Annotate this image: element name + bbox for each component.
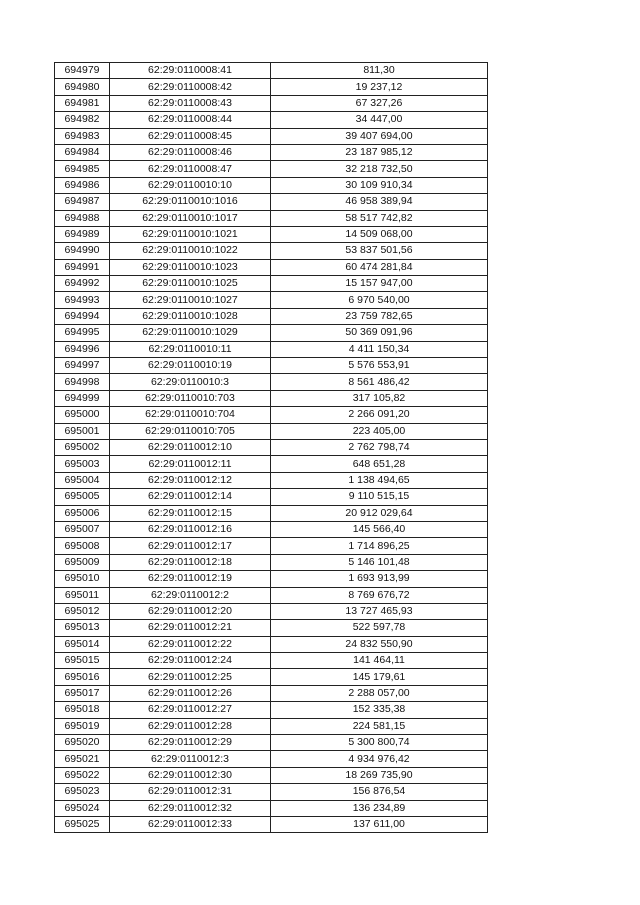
cadastral-value-cell: 811,30 [271,63,488,79]
row-number-cell: 694992 [55,276,110,292]
cadastral-value-cell: 58 517 742,82 [271,210,488,226]
table-row [55,702,488,718]
cadastral-value-cell: 20 912 029,64 [271,505,488,521]
cadastral-value-cell: 317 105,82 [271,390,488,406]
table-row [55,226,488,242]
cadastral-number-cell: 62:29:0110010:1021 [110,226,271,242]
row-number-cell: 695010 [55,571,110,587]
table-row [55,423,488,439]
cadastral-value-cell: 6 970 540,00 [271,292,488,308]
row-number-cell: 695011 [55,587,110,603]
cadastral-value-cell: 13 727 465,93 [271,603,488,619]
cadastral-number-cell: 62:29:0110012:17 [110,538,271,554]
cadastral-number-cell: 62:29:0110008:41 [110,63,271,79]
row-number-cell: 695006 [55,505,110,521]
cadastral-value-cell: 50 369 091,96 [271,325,488,341]
row-number-cell: 694999 [55,390,110,406]
row-number-cell: 694984 [55,144,110,160]
cadastral-value-cell: 136 234,89 [271,800,488,816]
cadastral-value-cell: 5 300 800,74 [271,735,488,751]
row-number-cell: 694986 [55,177,110,193]
cadastral-number-cell: 62:29:0110012:24 [110,653,271,669]
cadastral-number-cell: 62:29:0110008:46 [110,144,271,160]
cadastral-value-cell: 2 762 798,74 [271,439,488,455]
cadastral-number-cell: 62:29:0110012:3 [110,751,271,767]
row-number-cell: 694982 [55,112,110,128]
cadastral-value-cell: 23 187 985,12 [271,144,488,160]
cadastral-value-cell: 152 335,38 [271,702,488,718]
cadastral-value-cell: 223 405,00 [271,423,488,439]
row-number-cell: 694991 [55,259,110,275]
cadastral-value-cell: 18 269 735,90 [271,767,488,783]
row-number-cell: 695015 [55,653,110,669]
row-number-cell: 695020 [55,735,110,751]
cadastral-value-cell: 4 411 150,34 [271,341,488,357]
table-row [55,407,488,423]
row-number-cell: 695016 [55,669,110,685]
row-number-cell: 695003 [55,456,110,472]
cadastral-value-cell: 648 651,28 [271,456,488,472]
cadastral-value-cell: 67 327,26 [271,95,488,111]
cadastral-value-cell: 2 266 091,20 [271,407,488,423]
cadastral-number-cell: 62:29:0110010:1022 [110,243,271,259]
cadastral-value-cell: 2 288 057,00 [271,685,488,701]
cadastral-number-cell: 62:29:0110008:42 [110,79,271,95]
cadastral-value-cell: 8 561 486,42 [271,374,488,390]
cadastral-number-cell: 62:29:0110008:43 [110,95,271,111]
row-number-cell: 694990 [55,243,110,259]
row-number-cell: 695008 [55,538,110,554]
row-number-cell: 694993 [55,292,110,308]
row-number-cell: 694979 [55,63,110,79]
table-row [55,685,488,701]
cadastral-number-cell: 62:29:0110012:29 [110,735,271,751]
table-row [55,276,488,292]
table-row [55,751,488,767]
cadastral-number-cell: 62:29:0110012:19 [110,571,271,587]
cadastral-number-cell: 62:29:0110010:11 [110,341,271,357]
table-row [55,784,488,800]
cadastral-number-cell: 62:29:0110010:1017 [110,210,271,226]
table-row [55,210,488,226]
row-number-cell: 695023 [55,784,110,800]
cadastral-value-cell: 145 179,61 [271,669,488,685]
cadastral-number-cell: 62:29:0110010:1027 [110,292,271,308]
cadastral-value-cell: 23 759 782,65 [271,308,488,324]
table-row [55,636,488,652]
table-row [55,767,488,783]
cadastral-number-cell: 62:29:0110012:16 [110,521,271,537]
cadastral-number-cell: 62:29:0110012:30 [110,767,271,783]
table-row [55,358,488,374]
cadastral-number-cell: 62:29:0110012:31 [110,784,271,800]
cadastral-value-cell: 24 832 550,90 [271,636,488,652]
row-number-cell: 695007 [55,521,110,537]
row-number-cell: 695005 [55,489,110,505]
row-number-cell: 694997 [55,358,110,374]
table-row [55,112,488,128]
document-page [54,62,488,833]
cadastral-value-cell: 224 581,15 [271,718,488,734]
cadastral-number-cell: 62:29:0110012:12 [110,472,271,488]
cadastral-value-cell: 53 837 501,56 [271,243,488,259]
cadastral-number-cell: 62:29:0110012:11 [110,456,271,472]
table-row [55,390,488,406]
row-number-cell: 694981 [55,95,110,111]
table-row [55,128,488,144]
row-number-cell: 695004 [55,472,110,488]
row-number-cell: 695014 [55,636,110,652]
cadastral-value-cell: 39 407 694,00 [271,128,488,144]
table-row [55,177,488,193]
table-row [55,489,488,505]
cadastral-number-cell: 62:29:0110010:1023 [110,259,271,275]
table-row [55,505,488,521]
cadastral-value-cell: 15 157 947,00 [271,276,488,292]
table-row [55,161,488,177]
table-row [55,620,488,636]
cadastral-value-cell: 145 566,40 [271,521,488,537]
table-row [55,653,488,669]
row-number-cell: 695000 [55,407,110,423]
row-number-cell: 694983 [55,128,110,144]
cadastral-value-cell: 14 509 068,00 [271,226,488,242]
row-number-cell: 695022 [55,767,110,783]
cadastral-value-cell: 5 146 101,48 [271,554,488,570]
cadastral-value-cell: 1 138 494,65 [271,472,488,488]
cadastral-number-cell: 62:29:0110012:10 [110,439,271,455]
table-row [55,472,488,488]
row-number-cell: 695024 [55,800,110,816]
table-row [55,194,488,210]
cadastral-number-cell: 62:29:0110012:33 [110,816,271,832]
cadastral-number-cell: 62:29:0110010:3 [110,374,271,390]
table-row [55,144,488,160]
cadastral-number-cell: 62:29:0110012:2 [110,587,271,603]
row-number-cell: 694989 [55,226,110,242]
cadastral-number-cell: 62:29:0110010:1029 [110,325,271,341]
row-number-cell: 695021 [55,751,110,767]
row-number-cell: 694995 [55,325,110,341]
table-row [55,669,488,685]
table-row [55,554,488,570]
table-row [55,63,488,79]
table-row [55,79,488,95]
table-body [55,63,488,833]
cadastral-number-cell: 62:29:0110010:704 [110,407,271,423]
cadastral-number-cell: 62:29:0110012:18 [110,554,271,570]
table-row [55,243,488,259]
cadastral-number-cell: 62:29:0110010:19 [110,358,271,374]
cadastral-value-cell: 156 876,54 [271,784,488,800]
cadastral-value-cell: 46 958 389,94 [271,194,488,210]
cadastral-value-cell: 30 109 910,34 [271,177,488,193]
cadastral-number-cell: 62:29:0110012:27 [110,702,271,718]
table-row [55,259,488,275]
cadastral-number-cell: 62:29:0110010:705 [110,423,271,439]
cadastral-value-cell: 4 934 976,42 [271,751,488,767]
table-row [55,95,488,111]
cadastral-number-cell: 62:29:0110012:25 [110,669,271,685]
row-number-cell: 694998 [55,374,110,390]
cadastral-value-cell: 5 576 553,91 [271,358,488,374]
cadastral-number-cell: 62:29:0110012:21 [110,620,271,636]
cadastral-value-table [54,62,488,833]
table-row [55,718,488,734]
cadastral-value-cell: 34 447,00 [271,112,488,128]
table-row [55,292,488,308]
table-row [55,800,488,816]
cadastral-value-cell: 137 611,00 [271,816,488,832]
row-number-cell: 695013 [55,620,110,636]
cadastral-value-cell: 32 218 732,50 [271,161,488,177]
cadastral-number-cell: 62:29:0110008:47 [110,161,271,177]
cadastral-value-cell: 19 237,12 [271,79,488,95]
row-number-cell: 695001 [55,423,110,439]
table-row [55,325,488,341]
cadastral-value-cell: 8 769 676,72 [271,587,488,603]
table-row [55,571,488,587]
cadastral-number-cell: 62:29:0110010:1025 [110,276,271,292]
cadastral-number-cell: 62:29:0110012:32 [110,800,271,816]
table-row [55,735,488,751]
table-row [55,587,488,603]
table-row [55,603,488,619]
cadastral-value-cell: 60 474 281,84 [271,259,488,275]
cadastral-number-cell: 62:29:0110010:1028 [110,308,271,324]
row-number-cell: 694996 [55,341,110,357]
cadastral-number-cell: 62:29:0110010:10 [110,177,271,193]
table-row [55,456,488,472]
table-row [55,308,488,324]
table-row [55,439,488,455]
table-row [55,538,488,554]
row-number-cell: 695002 [55,439,110,455]
cadastral-value-cell: 1 693 913,99 [271,571,488,587]
cadastral-number-cell: 62:29:0110012:20 [110,603,271,619]
row-number-cell: 695009 [55,554,110,570]
row-number-cell: 695012 [55,603,110,619]
cadastral-number-cell: 62:29:0110012:26 [110,685,271,701]
cadastral-number-cell: 62:29:0110010:1016 [110,194,271,210]
row-number-cell: 695018 [55,702,110,718]
row-number-cell: 695017 [55,685,110,701]
cadastral-number-cell: 62:29:0110012:22 [110,636,271,652]
table-row [55,374,488,390]
cadastral-number-cell: 62:29:0110010:703 [110,390,271,406]
cadastral-number-cell: 62:29:0110008:45 [110,128,271,144]
row-number-cell: 694987 [55,194,110,210]
cadastral-number-cell: 62:29:0110012:15 [110,505,271,521]
row-number-cell: 694988 [55,210,110,226]
cadastral-number-cell: 62:29:0110008:44 [110,112,271,128]
cadastral-number-cell: 62:29:0110012:28 [110,718,271,734]
cadastral-number-cell: 62:29:0110012:14 [110,489,271,505]
cadastral-value-cell: 141 464,11 [271,653,488,669]
row-number-cell: 694994 [55,308,110,324]
table-row [55,521,488,537]
cadastral-value-cell: 9 110 515,15 [271,489,488,505]
cadastral-value-cell: 1 714 896,25 [271,538,488,554]
row-number-cell: 695019 [55,718,110,734]
table-row [55,816,488,832]
row-number-cell: 694985 [55,161,110,177]
table-row [55,341,488,357]
cadastral-value-cell: 522 597,78 [271,620,488,636]
row-number-cell: 694980 [55,79,110,95]
row-number-cell: 695025 [55,816,110,832]
